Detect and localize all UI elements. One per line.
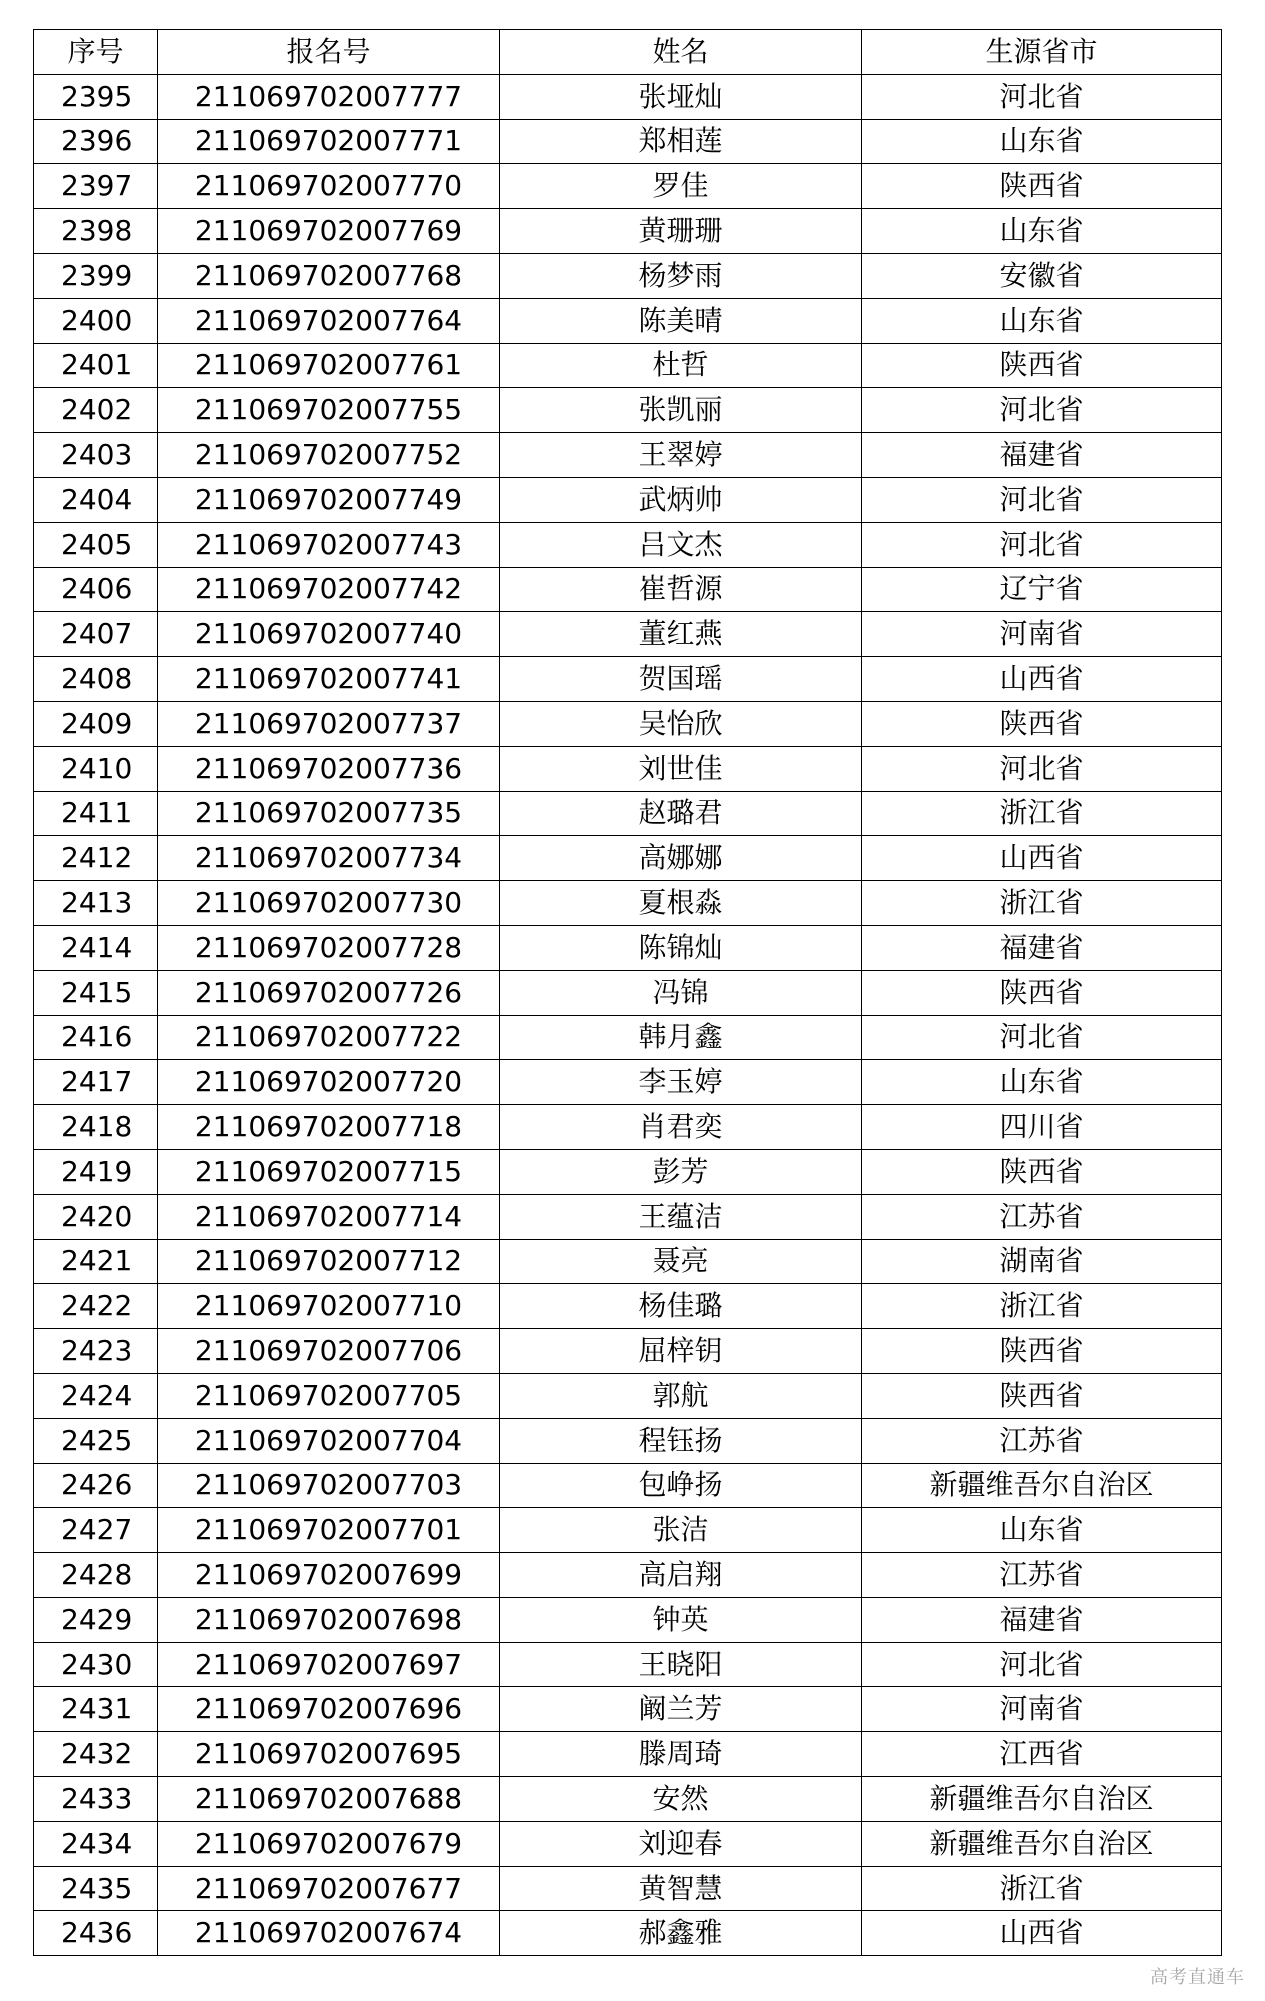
cell-province: 河北省 [862,1015,1222,1060]
table-row [34,343,1222,388]
cell-province: 陕西省 [862,970,1222,1015]
cell-registration-number: 211069702007730 [158,881,500,926]
cell-serial-number: 2407 [34,612,158,657]
cell-registration-number: 211069702007777 [158,74,500,119]
cell-registration-number: 211069702007697 [158,1642,500,1687]
table-row [34,1418,1222,1463]
cell-registration-number: 211069702007726 [158,970,500,1015]
cell-name: 吴怡欣 [500,701,862,746]
table-row [34,1060,1222,1105]
table-row [34,1911,1222,1956]
header-name: 姓名 [500,30,862,75]
cell-name: 包峥扬 [500,1463,862,1508]
cell-name: 王翠婷 [500,433,862,478]
cell-province: 安徽省 [862,253,1222,298]
cell-serial-number: 2421 [34,1239,158,1284]
cell-province: 陕西省 [862,164,1222,209]
cell-registration-number: 211069702007735 [158,791,500,836]
table-row [34,657,1222,702]
cell-registration-number: 211069702007679 [158,1821,500,1866]
cell-province: 山西省 [862,836,1222,881]
cell-registration-number: 211069702007737 [158,701,500,746]
table-row [34,1508,1222,1553]
cell-province: 河北省 [862,477,1222,522]
cell-serial-number: 2403 [34,433,158,478]
cell-province: 陕西省 [862,701,1222,746]
cell-name: 黄智慧 [500,1866,862,1911]
cell-name: 刘世佳 [500,746,862,791]
cell-serial-number: 2423 [34,1329,158,1374]
cell-serial-number: 2430 [34,1642,158,1687]
cell-registration-number: 211069702007704 [158,1418,500,1463]
cell-registration-number: 211069702007677 [158,1866,500,1911]
cell-serial-number: 2424 [34,1373,158,1418]
table-row [34,209,1222,254]
cell-registration-number: 211069702007674 [158,1911,500,1956]
cell-province: 河北省 [862,388,1222,433]
cell-registration-number: 211069702007742 [158,567,500,612]
table-row [34,1687,1222,1732]
cell-registration-number: 211069702007755 [158,388,500,433]
cell-name: 高启翔 [500,1553,862,1598]
cell-name: 肖君奕 [500,1105,862,1150]
cell-registration-number: 211069702007740 [158,612,500,657]
cell-registration-number: 211069702007722 [158,1015,500,1060]
cell-province: 陕西省 [862,1329,1222,1374]
cell-name: 武炳帅 [500,477,862,522]
cell-province: 浙江省 [862,881,1222,926]
cell-province: 河北省 [862,522,1222,567]
cell-serial-number: 2414 [34,925,158,970]
cell-name: 张垭灿 [500,74,862,119]
cell-registration-number: 211069702007699 [158,1553,500,1598]
cell-name: 滕周琦 [500,1732,862,1777]
cell-province: 新疆维吾尔自治区 [862,1463,1222,1508]
table-row [34,1777,1222,1822]
cell-serial-number: 2419 [34,1149,158,1194]
cell-province: 河北省 [862,74,1222,119]
cell-province: 浙江省 [862,791,1222,836]
header-row [34,30,1222,75]
cell-province: 山东省 [862,119,1222,164]
cell-registration-number: 211069702007714 [158,1194,500,1239]
cell-name: 黄珊珊 [500,209,862,254]
cell-name: 赵璐君 [500,791,862,836]
cell-name: 杨佳璐 [500,1284,862,1329]
table-row [34,388,1222,433]
cell-name: 郝鑫雅 [500,1911,862,1956]
cell-name: 张洁 [500,1508,862,1553]
cell-serial-number: 2416 [34,1015,158,1060]
table-row [34,1821,1222,1866]
cell-serial-number: 2428 [34,1553,158,1598]
cell-province: 山西省 [862,657,1222,702]
cell-name: 杨梦雨 [500,253,862,298]
cell-name: 钟英 [500,1597,862,1642]
cell-serial-number: 2409 [34,701,158,746]
cell-province: 山东省 [862,1508,1222,1553]
cell-serial-number: 2417 [34,1060,158,1105]
cell-name: 陈锦灿 [500,925,862,970]
cell-name: 阚兰芳 [500,1687,862,1732]
cell-registration-number: 211069702007741 [158,657,500,702]
cell-serial-number: 2422 [34,1284,158,1329]
cell-name: 张凯丽 [500,388,862,433]
cell-name: 郭航 [500,1373,862,1418]
cell-province: 浙江省 [862,1284,1222,1329]
cell-registration-number: 211069702007688 [158,1777,500,1822]
cell-name: 冯锦 [500,970,862,1015]
cell-province: 江苏省 [862,1553,1222,1598]
cell-registration-number: 211069702007698 [158,1597,500,1642]
cell-province: 江苏省 [862,1418,1222,1463]
cell-registration-number: 211069702007701 [158,1508,500,1553]
cell-serial-number: 2404 [34,477,158,522]
admission-list-table [33,29,1222,1956]
cell-serial-number: 2420 [34,1194,158,1239]
cell-province: 福建省 [862,433,1222,478]
cell-serial-number: 2415 [34,970,158,1015]
cell-province: 辽宁省 [862,567,1222,612]
cell-serial-number: 2400 [34,298,158,343]
cell-name: 安然 [500,1777,862,1822]
cell-name: 王晓阳 [500,1642,862,1687]
cell-name: 屈梓钥 [500,1329,862,1374]
cell-name: 聂亮 [500,1239,862,1284]
cell-province: 陕西省 [862,1149,1222,1194]
table-row [34,612,1222,657]
cell-registration-number: 211069702007736 [158,746,500,791]
cell-province: 山东省 [862,298,1222,343]
cell-serial-number: 2395 [34,74,158,119]
table-row [34,253,1222,298]
table-row [34,1194,1222,1239]
cell-province: 福建省 [862,925,1222,970]
cell-serial-number: 2425 [34,1418,158,1463]
cell-serial-number: 2399 [34,253,158,298]
cell-province: 新疆维吾尔自治区 [862,1777,1222,1822]
cell-serial-number: 2398 [34,209,158,254]
cell-name: 高娜娜 [500,836,862,881]
table-row [34,567,1222,612]
table-row [34,881,1222,926]
cell-registration-number: 211069702007712 [158,1239,500,1284]
cell-serial-number: 2429 [34,1597,158,1642]
table-header [34,30,1222,75]
table-row [34,1284,1222,1329]
table-row [34,1329,1222,1374]
table-body [34,74,1222,1955]
cell-registration-number: 211069702007706 [158,1329,500,1374]
table-row [34,746,1222,791]
cell-name: 李玉婷 [500,1060,862,1105]
cell-name: 刘迎春 [500,1821,862,1866]
table-row [34,164,1222,209]
cell-registration-number: 211069702007743 [158,522,500,567]
cell-serial-number: 2431 [34,1687,158,1732]
cell-serial-number: 2432 [34,1732,158,1777]
cell-province: 河北省 [862,1642,1222,1687]
cell-name: 董红燕 [500,612,862,657]
table-row [34,925,1222,970]
cell-serial-number: 2401 [34,343,158,388]
cell-serial-number: 2396 [34,119,158,164]
cell-province: 山西省 [862,1911,1222,1956]
table-row [34,791,1222,836]
cell-serial-number: 2427 [34,1508,158,1553]
cell-name: 杜哲 [500,343,862,388]
table-row [34,433,1222,478]
header-province: 生源省市 [862,30,1222,75]
cell-registration-number: 211069702007728 [158,925,500,970]
cell-province: 陕西省 [862,343,1222,388]
table-row [34,1015,1222,1060]
cell-province: 河南省 [862,1687,1222,1732]
table-row [34,1732,1222,1777]
cell-registration-number: 211069702007734 [158,836,500,881]
cell-serial-number: 2402 [34,388,158,433]
cell-province: 陕西省 [862,1373,1222,1418]
cell-province: 河北省 [862,746,1222,791]
cell-name: 崔哲源 [500,567,862,612]
cell-name: 韩月鑫 [500,1015,862,1060]
table-row [34,74,1222,119]
table-row [34,1463,1222,1508]
cell-name: 吕文杰 [500,522,862,567]
cell-name: 彭芳 [500,1149,862,1194]
cell-province: 山东省 [862,1060,1222,1105]
cell-province: 四川省 [862,1105,1222,1150]
cell-serial-number: 2412 [34,836,158,881]
cell-registration-number: 211069702007703 [158,1463,500,1508]
cell-province: 湖南省 [862,1239,1222,1284]
cell-registration-number: 211069702007770 [158,164,500,209]
cell-province: 山东省 [862,209,1222,254]
cell-name: 郑相莲 [500,119,862,164]
cell-serial-number: 2405 [34,522,158,567]
cell-province: 河南省 [862,612,1222,657]
header-registration-number: 报名号 [158,30,500,75]
table-row [34,298,1222,343]
table-row [34,701,1222,746]
table-row [34,1239,1222,1284]
header-serial-number: 序号 [34,30,158,75]
table-row [34,970,1222,1015]
cell-name: 程钰扬 [500,1418,862,1463]
cell-serial-number: 2435 [34,1866,158,1911]
table-row [34,836,1222,881]
table-row [34,1642,1222,1687]
table-row [34,1553,1222,1598]
cell-serial-number: 2418 [34,1105,158,1150]
cell-registration-number: 211069702007771 [158,119,500,164]
table-row [34,1866,1222,1911]
cell-registration-number: 211069702007764 [158,298,500,343]
cell-name: 罗佳 [500,164,862,209]
cell-serial-number: 2408 [34,657,158,702]
cell-province: 江西省 [862,1732,1222,1777]
cell-serial-number: 2434 [34,1821,158,1866]
cell-registration-number: 211069702007695 [158,1732,500,1777]
cell-serial-number: 2397 [34,164,158,209]
cell-province: 江苏省 [862,1194,1222,1239]
cell-registration-number: 211069702007720 [158,1060,500,1105]
cell-name: 夏根淼 [500,881,862,926]
table-row [34,119,1222,164]
table-row [34,1105,1222,1150]
table-row [34,1373,1222,1418]
cell-registration-number: 211069702007705 [158,1373,500,1418]
cell-serial-number: 2413 [34,881,158,926]
cell-serial-number: 2406 [34,567,158,612]
cell-name: 王蕴洁 [500,1194,862,1239]
table-row [34,477,1222,522]
cell-province: 浙江省 [862,1866,1222,1911]
cell-registration-number: 211069702007769 [158,209,500,254]
cell-serial-number: 2410 [34,746,158,791]
cell-name: 贺国瑶 [500,657,862,702]
cell-registration-number: 211069702007749 [158,477,500,522]
cell-province: 新疆维吾尔自治区 [862,1821,1222,1866]
table-row [34,522,1222,567]
cell-serial-number: 2436 [34,1911,158,1956]
table-row [34,1149,1222,1194]
site-watermark: 高考直通车 [1150,1967,1245,1988]
cell-name: 陈美晴 [500,298,862,343]
cell-registration-number: 211069702007752 [158,433,500,478]
cell-registration-number: 211069702007710 [158,1284,500,1329]
cell-registration-number: 211069702007715 [158,1149,500,1194]
cell-serial-number: 2411 [34,791,158,836]
cell-registration-number: 211069702007718 [158,1105,500,1150]
cell-registration-number: 211069702007696 [158,1687,500,1732]
cell-serial-number: 2433 [34,1777,158,1822]
cell-serial-number: 2426 [34,1463,158,1508]
cell-province: 福建省 [862,1597,1222,1642]
cell-registration-number: 211069702007768 [158,253,500,298]
table-row [34,1597,1222,1642]
cell-registration-number: 211069702007761 [158,343,500,388]
